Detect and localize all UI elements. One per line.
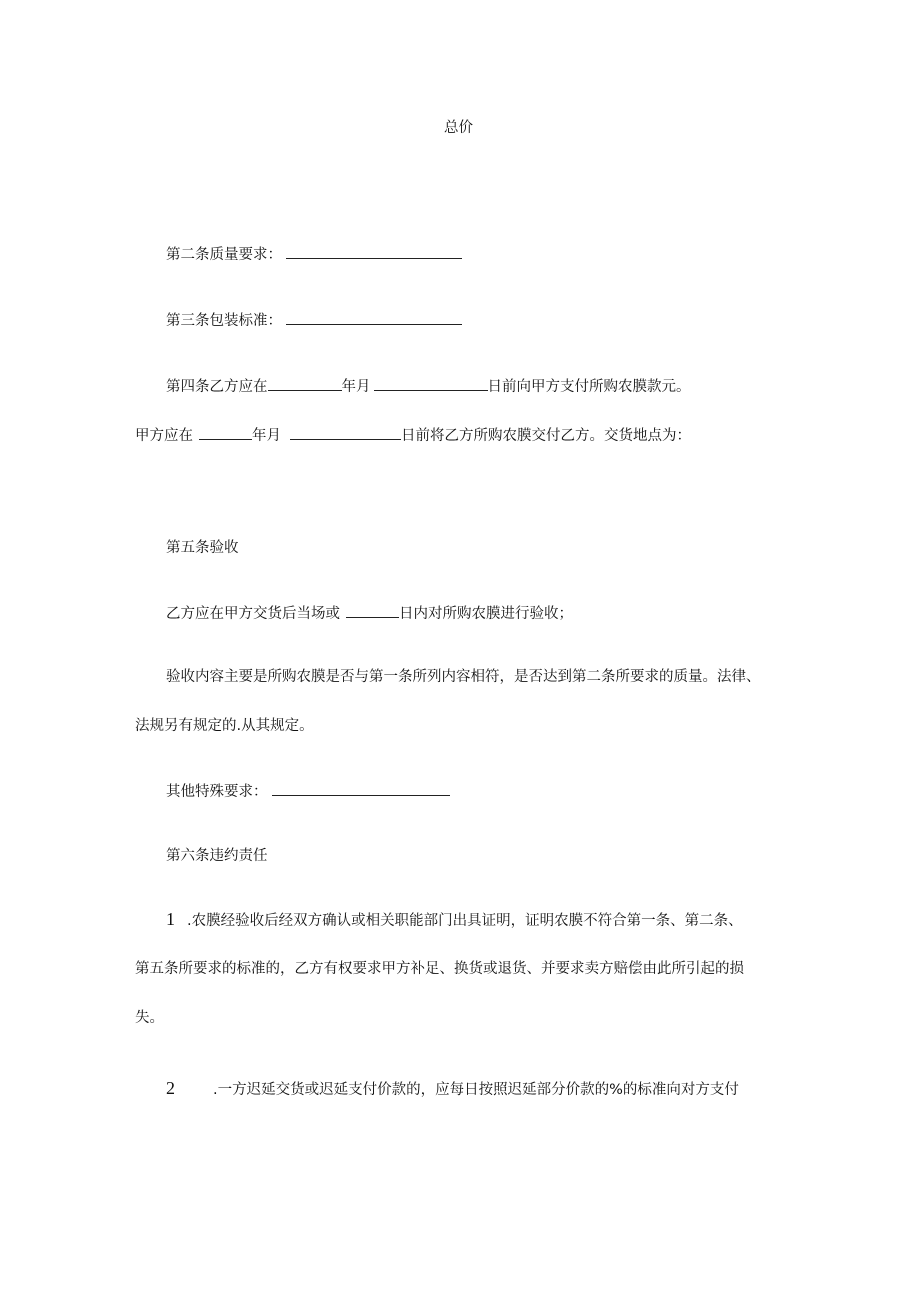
quality-requirements-blank[interactable] [286,244,462,259]
item1-text-line1: .农膜经验收后经双方确认或相关职能部门出具证明，证明农膜不符合第一条、第二条、 [187,913,743,929]
article5-line1 [166,603,573,624]
total-price-heading: 总价 [444,120,473,136]
article4-text-e: 年月 [252,428,281,444]
article3-label: 第三条包装标准： [166,313,282,329]
article6-item2-line1 [166,1078,739,1100]
article4-text-c: 日前向甲方支付所购农膜款元。 [487,379,691,395]
inspection-days-blank[interactable] [346,603,399,618]
other-label: 其他特殊要求： [166,784,268,800]
article5-title: 第五条验收 [166,540,239,556]
article5-paragraph-line1: 验收内容主要是所购农膜是否与第一条所列内容相符，是否达到第二条所要求的质量。法律、 [166,669,761,685]
article6-title: 第六条违约责任 [166,848,268,864]
buyer-payment-year-blank[interactable] [268,376,342,391]
item2-number: 2 [166,1078,175,1098]
packaging-standard-blank[interactable] [286,310,462,325]
article5-text-a: 乙方应在甲方交货后当场或 [166,606,340,622]
article4-line1 [166,376,691,397]
article5-paragraph-line2: 法规另有规定的.从其规定。 [135,718,314,734]
article4-line2 [135,425,691,446]
article6-item1-line1 [166,909,743,931]
article4-text-a: 第四条乙方应在 [166,379,268,395]
other-special-requirements [166,781,450,802]
buyer-payment-date-blank[interactable] [374,376,488,391]
delivery-date-blank[interactable] [290,425,401,440]
article2-label: 第二条质量要求： [166,247,282,263]
delivery-year-blank[interactable] [199,425,252,440]
article4-text-b: 年月 [341,379,371,395]
article6-item1-line3: 失。 [135,1010,164,1026]
item1-number: 1 [166,909,175,929]
article6-item1-line2: 第五条所要求的标准的，乙方有权要求甲方补足、换货或退货、并要求卖方赔偿由此所引起的损 [135,961,744,977]
article3-packaging-standard [166,310,462,331]
article4-text-f: 日前将乙方所购农膜交付乙方。交货地点为： [401,428,691,444]
article5-text-b: 日内对所购农膜进行验收； [399,606,573,622]
other-requirements-blank[interactable] [272,781,450,796]
item2-text-line1: .一方迟延交货或迟延支付价款的，应每日按照迟延部分价款的%的标准向对方支付 [213,1082,739,1098]
article2-quality-requirements [166,244,462,265]
article4-text-d: 甲方应在 [135,428,193,444]
